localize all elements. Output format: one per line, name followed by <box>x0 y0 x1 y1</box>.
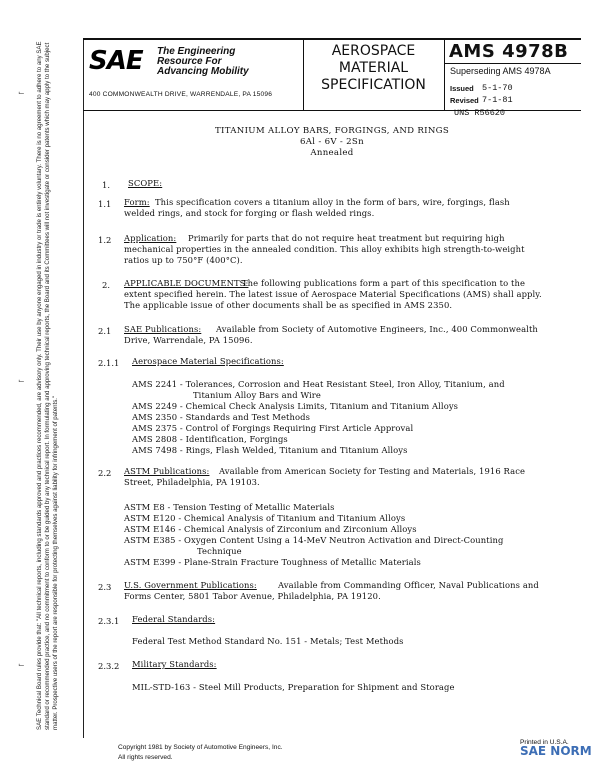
issued-date: 5-1-70 <box>482 83 513 93</box>
section-heading: Federal Standards: <box>132 614 216 624</box>
document-title: TITANIUM ALLOY BARS, FORGINGS, AND RINGS <box>214 126 450 136</box>
ams-number: AMS 4978B <box>449 41 569 62</box>
list-item: ASTM E385 - Oxygen Content Using a 14-MeV Neutron Activation and Direct-Counting <box>124 535 504 545</box>
list-item: AMS 2241 - Tolerances, Corrosion and Heat Resistant Steel, Iron Alloy, Titanium, and <box>132 379 505 389</box>
list-item: AMS 2350 - Standards and Test Methods <box>132 412 310 422</box>
superseding: Superseding AMS 4978A <box>450 66 551 76</box>
list-item: ASTM E120 - Chemical Analysis of Titanium and Titanium Alloys <box>124 513 406 523</box>
section-number: 1.1 <box>98 199 112 209</box>
section-heading: SAE Publications: <box>124 324 202 334</box>
section-heading: ASTM Publications: <box>124 466 210 476</box>
revised-row: Revised 7-1-81 <box>450 95 513 105</box>
list-item: AMS 2375 - Control of Forgings Requiring First Article Approval <box>132 423 414 433</box>
section-heading: SCOPE: <box>128 178 163 188</box>
list-item: ASTM E146 - Chemical Analysis of Zirconium and Zirconium Alloys <box>124 524 417 534</box>
issued-row: Issued 5-1-70 <box>450 83 513 93</box>
logo-box <box>83 40 304 110</box>
list-item: AMS 2808 - Identification, Forgings <box>132 434 288 444</box>
section-heading: Aerospace Material Specifications: <box>132 356 284 366</box>
spec-type-box: AEROSPACE MATERIAL SPECIFICATION <box>303 40 445 110</box>
list-item: Titanium Alloy Bars and Wire <box>193 390 321 400</box>
section-number: 2.3 <box>98 582 112 592</box>
section-number: 2. <box>102 280 110 290</box>
uns-number: UNS R56620 <box>454 108 506 118</box>
section-number: 2.1 <box>98 326 112 336</box>
document-header <box>83 38 581 111</box>
section-number: 2.2 <box>98 468 112 478</box>
technical-board-notice: SAE Technical Board rules provide that: "All technical reports, including standards approved and practices recommended, are advisory only. Their use by anyone engaged in industry or trade is entirely voluntary. There is no agreement to adhere to any SAE standard or recommended practice, and no commitment to conform to or be guided by any technical report. In formulating and approving technical reports, the Board and its Committees will not investigate or consider patents which may apply to the subject matter. Prospective users of the report are responsible for protecting themselves against liability for infringement of patents." <box>36 41 59 730</box>
section-heading: U.S. Government Publications: <box>124 580 257 590</box>
section-number: 2.1.1 <box>98 358 120 368</box>
section-number: 2.3.1 <box>98 616 120 626</box>
sae-logo: SAE <box>89 46 143 76</box>
margin-mark: ⌙ <box>18 88 25 97</box>
revised-date: 7-1-81 <box>482 95 513 105</box>
condition: Annealed <box>310 148 354 158</box>
list-item: ASTM E399 - Plane-Strain Fracture Toughness of Metallic Materials <box>124 557 421 567</box>
alloy-designation: 6Al - 6V - 2Sn <box>300 137 364 147</box>
margin-mark: ⌙ <box>18 660 25 669</box>
section-number: 2.3.2 <box>98 661 120 671</box>
list-item: ASTM E8 - Tension Testing of Metallic Materials <box>124 502 335 512</box>
section-heading: APPLICABLE DOCUMENTS: <box>124 278 249 288</box>
ams-number-box <box>445 40 581 110</box>
printed-in: Printed in U.S.A. <box>520 739 569 746</box>
sae-tagline: The Engineering Resource For Advancing Mobility <box>157 46 249 77</box>
section-number: 1. <box>102 180 110 190</box>
watermark: SAE NORM <box>520 744 592 758</box>
section-heading: Application: <box>124 233 177 243</box>
section-heading: Military Standards: <box>132 659 217 669</box>
section-heading: Form: <box>124 197 150 207</box>
rights-reserved: All rights reserved. <box>118 754 173 761</box>
list-item: AMS 2249 - Chemical Check Analysis Limits, Titanium and Titanium Alloys <box>132 401 459 411</box>
copyright: Copyright 1981 by Society of Automotive Engineers, Inc. <box>118 744 283 751</box>
section-number: 1.2 <box>98 235 112 245</box>
sae-address: 400 COMMONWEALTH DRIVE, WARRENDALE, PA 15096 <box>89 91 273 98</box>
margin-mark: ⌙ <box>18 376 25 385</box>
list-item: AMS 7498 - Rings, Flash Welded, Titanium and Titanium Alloys <box>132 445 408 455</box>
list-item: Technique <box>197 546 242 556</box>
